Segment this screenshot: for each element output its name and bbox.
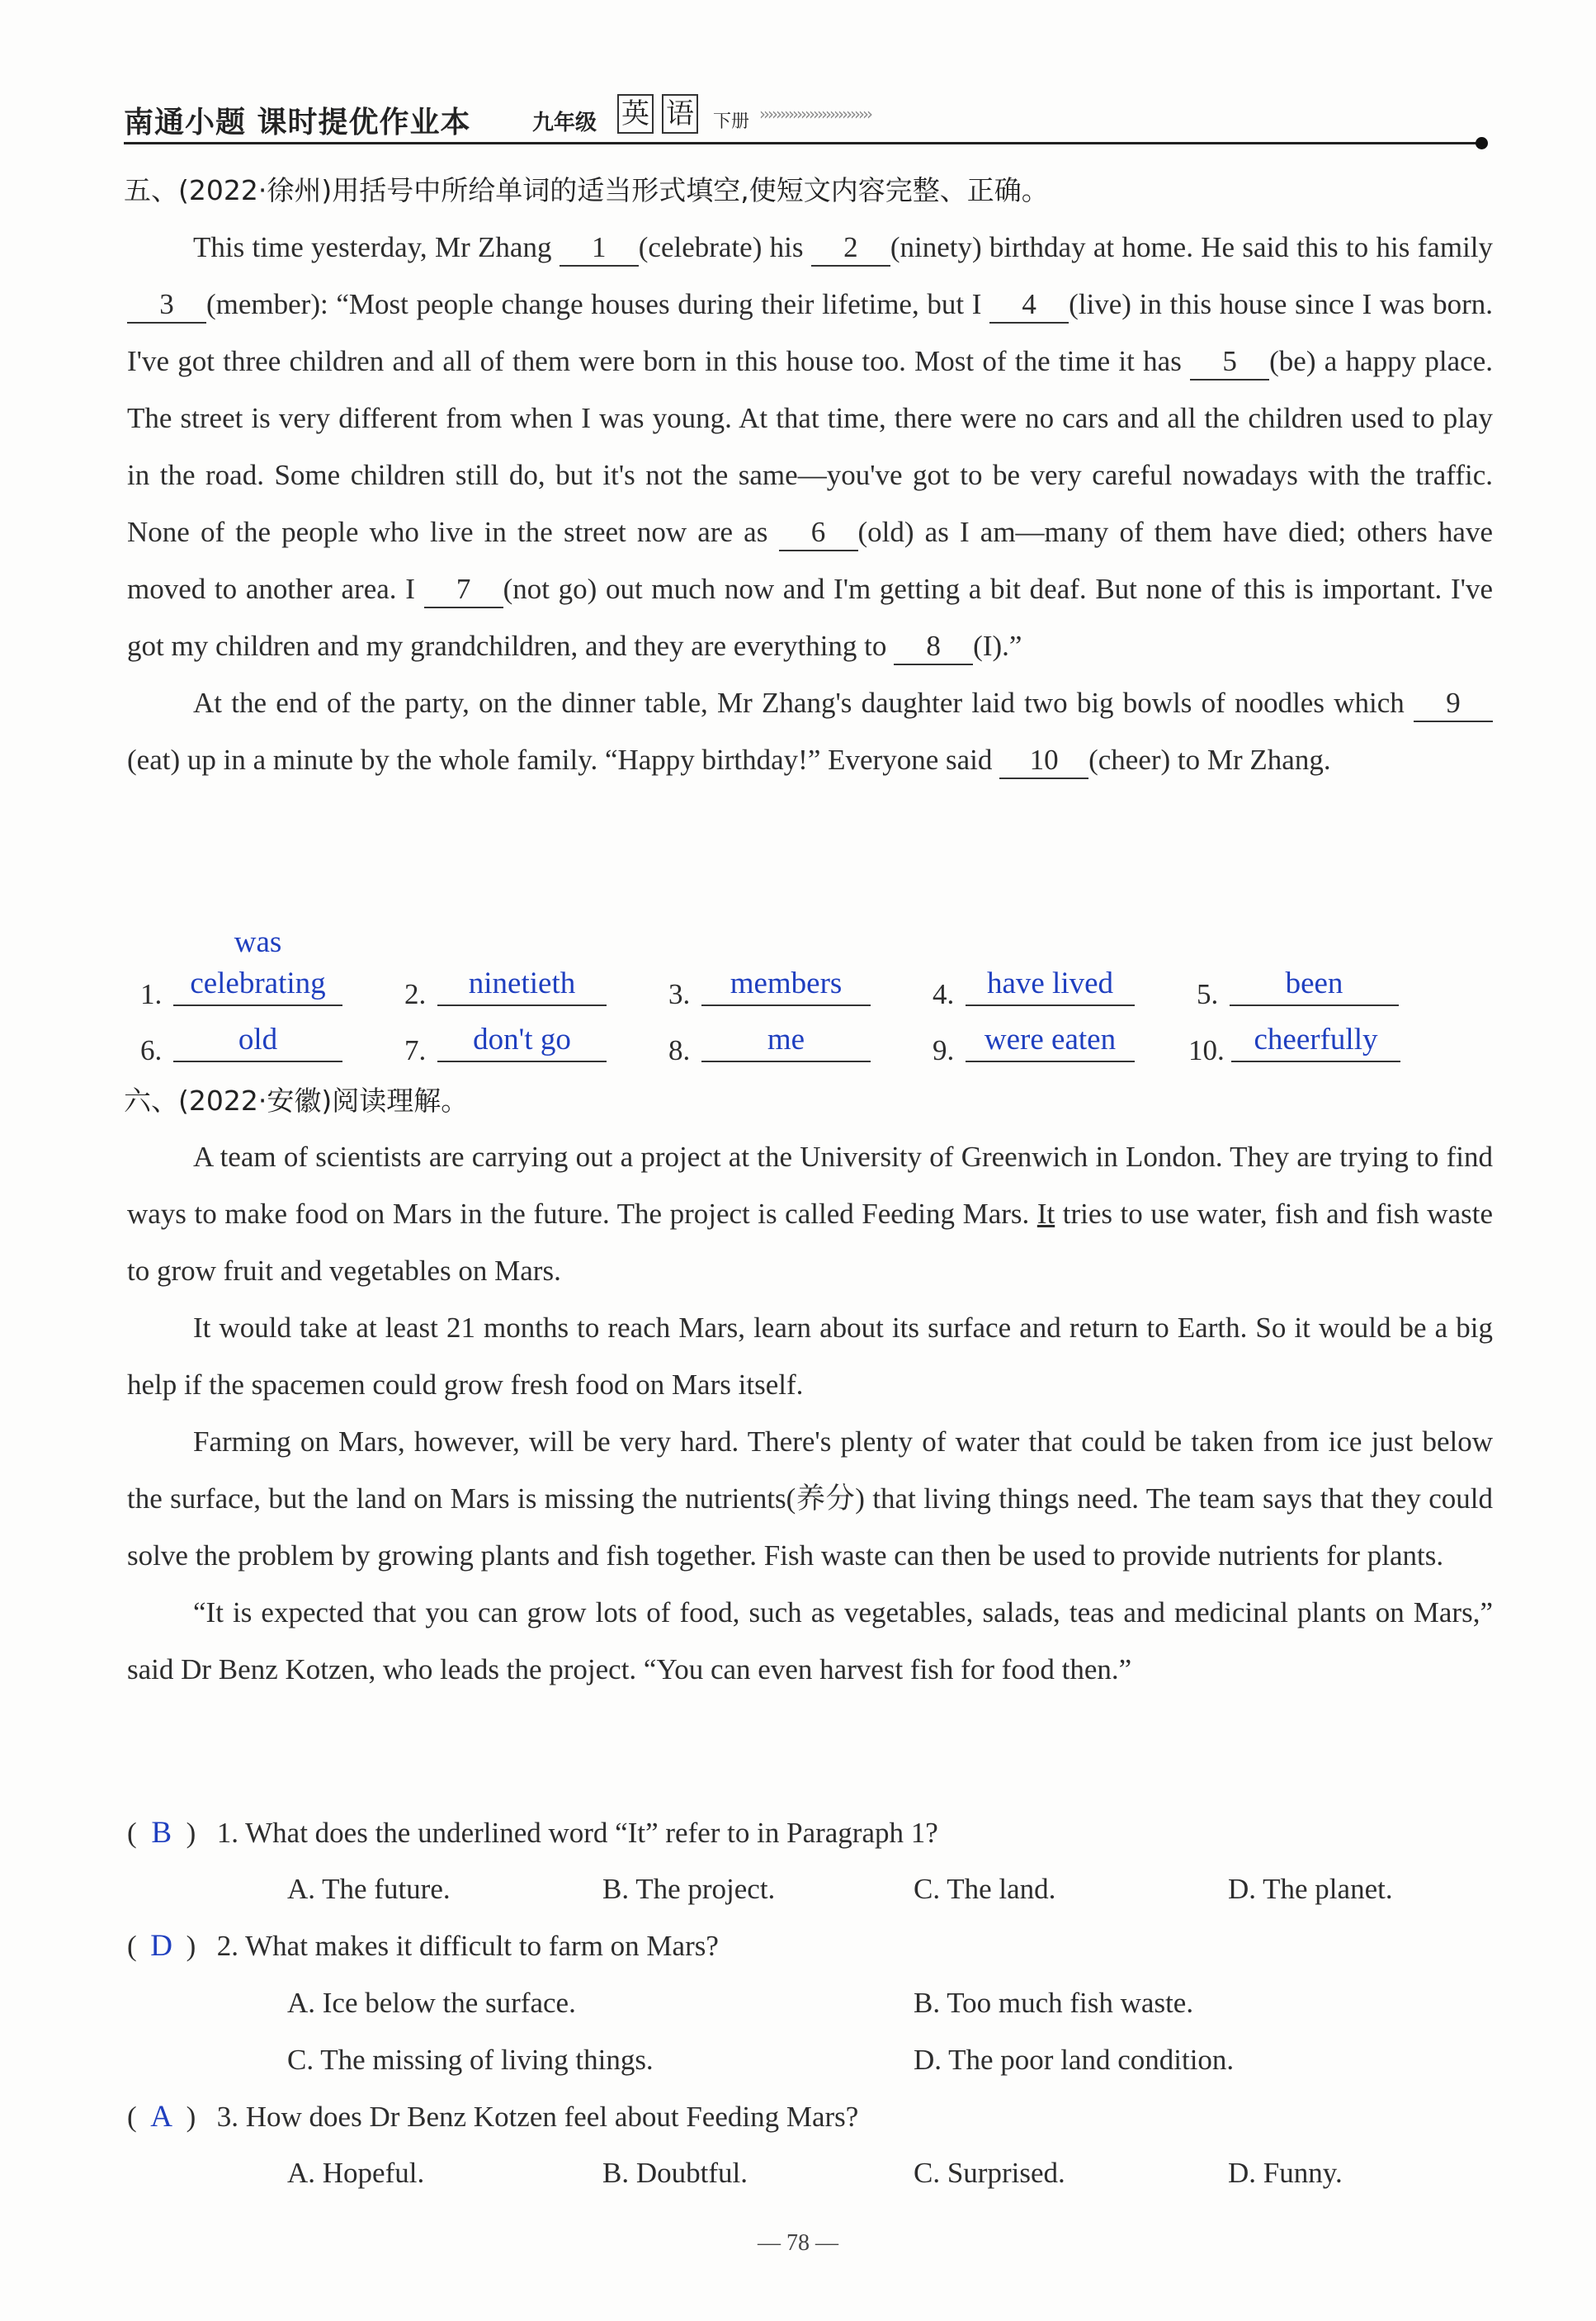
page-header: [124, 92, 1485, 144]
blank-2: 2: [811, 230, 890, 267]
q3-option-d: D. Funny.: [1228, 2157, 1343, 2189]
volume-label: 下册: [713, 111, 750, 132]
answer-text-5: been: [1230, 963, 1399, 1006]
q3-option-b: B. Doubtful.: [602, 2157, 748, 2189]
subject-char-2: 语: [662, 94, 698, 134]
passage-paragraph-2: At the end of the party, on the dinner table, Mr Zhang's daughter laid two big bowls of noodles which 9(eat) up in a minute by the whole family. “Happy birthday!” Everyone said 10 (cheer) to Mr Zhang.: [127, 674, 1493, 788]
answer-text-3: members: [701, 963, 871, 1006]
q1-option-a: A. The future.: [287, 1873, 451, 1905]
passage-paragraph-1: This time yesterday, Mr Zhang 1 (celebrate) his 2 (ninety) birthday at home. He said this to his family 3 (member): “Most people change houses during their lifetime, but I 4 (live) in this house since I was born. I've got three children and all of them were born in this house too. Most of the time it has 5 (be) a happy place. The street is very different from when I was young. At that time, there were no cars and all the children used to play in the road. Some children still do, but it's not the same—you've got to be very careful nowadays with the traffic. None of the people who live in the street now are as 6 (old) as I am—many of them have died; others have moved to another area. I 7 (not go) out much now and I'm getting a bit deaf. But none of this is important. I've got my children and my grandchildren, and they are everything to 8 (I).”: [127, 219, 1493, 674]
q1-option-d: D. The planet.: [1228, 1873, 1393, 1905]
header-decoration: ›››››››››››››››››››››››››››: [759, 104, 871, 124]
grade-label: 九年级: [532, 111, 597, 135]
q2-option-b: B. Too much fish waste.: [914, 1987, 1194, 2019]
question-3-answer: A: [150, 2100, 173, 2134]
answer-text-8: me: [701, 1019, 871, 1062]
blank-10: 10: [999, 743, 1088, 779]
section-5-title: 五、(2022·徐州)用括号中所给单词的适当形式填空,使短文内容完整、正确。: [124, 174, 1049, 206]
reading-paragraph-1: A team of scientists are carrying out a project at the University of Greenwich in London. They are trying to find ways to make food on Mars in the future. The project is called Feeding Mars. It tries to use water, fish and fish waste to grow fruit and vegetables on Mars.: [127, 1141, 1493, 1287]
book-title: 南通小题 课时提优作业本: [124, 106, 471, 139]
answer-item-10: 10. cheerfully: [1188, 1018, 1411, 1067]
answer-item-6: 6. old: [140, 1018, 355, 1067]
q3-option-c: C. Surprised.: [914, 2157, 1065, 2189]
header-dot: [1476, 137, 1488, 149]
blank-1: 1: [560, 230, 639, 267]
q1-option-c: C. The land.: [914, 1873, 1056, 1905]
q2-option-d: D. The poor land condition.: [914, 2044, 1235, 2076]
answer-text-6: old: [173, 1019, 342, 1062]
question-1-text: What does the underlined word “It” refer to in Paragraph 1?: [245, 1817, 938, 1849]
question-1: ( B ) 1. What does the underlined word “It” refer to in Paragraph 1?: [127, 1814, 938, 1852]
underlined-word-it: It: [1036, 1198, 1055, 1230]
q1-option-b: B. The project.: [602, 1873, 776, 1905]
answer-text-9: were eaten: [966, 1019, 1135, 1062]
answer-item-2: 2. ninetieth: [404, 962, 619, 1011]
question-2: ( D ) 2. What makes it difficult to farm on Mars?: [127, 1927, 719, 1965]
question-2-text: What makes it difficult to farm on Mars?: [245, 1930, 719, 1962]
question-1-answer: B: [151, 1816, 172, 1850]
q2-option-a: A. Ice below the surface.: [287, 1987, 576, 2019]
answer-text-10: cheerfully: [1231, 1019, 1400, 1062]
answer-item-7: 7. don't go: [404, 1018, 619, 1067]
blank-7: 7: [424, 572, 503, 608]
blank-4: 4: [989, 287, 1069, 324]
answer-item-5: 5. been: [1197, 962, 1411, 1011]
reading-paragraph-2: It would take at least 21 months to reach Mars, learn about its surface and return to Earth. So it would be a big help if the spacemen could grow fresh food on Mars itself.: [127, 1312, 1493, 1401]
blank-5: 5: [1190, 344, 1269, 381]
page-number: — 78 —: [758, 2230, 838, 2256]
answer-grid: [140, 925, 1428, 1069]
question-2-answer: D: [150, 1929, 173, 1963]
q3-option-a: A. Hopeful.: [287, 2157, 425, 2189]
section-5-passage: [127, 219, 1493, 788]
subject-char-1: 英: [617, 94, 654, 134]
section-6-passage: [127, 1128, 1493, 1698]
question-3: ( A ) 3. How does Dr Benz Kotzen feel about Feeding Mars?: [127, 2098, 858, 2136]
reading-paragraph-4: “It is expected that you can grow lots of food, such as vegetables, salads, teas and medicinal plants on Mars,” said Dr Benz Kotzen, who leads the project. “You can even harvest fish for food then.”: [127, 1596, 1493, 1685]
answer-text-1: was celebrating: [173, 922, 342, 1006]
blank-6: 6: [779, 515, 858, 551]
section-6-title: 六、(2022·安徽)阅读理解。: [124, 1085, 469, 1117]
answer-item-4: 4. have lived: [933, 962, 1147, 1011]
answer-item-1: 1. was celebrating: [140, 962, 355, 1011]
answer-text-2: ninetieth: [437, 963, 607, 1006]
blank-3: 3: [127, 287, 206, 324]
q2-option-c: C. The missing of living things.: [287, 2044, 654, 2076]
answer-item-9: 9. were eaten: [933, 1018, 1147, 1067]
answer-text-7: don't go: [437, 1019, 607, 1062]
answer-text-4: have lived: [966, 963, 1135, 1006]
answer-item-8: 8. me: [668, 1018, 883, 1067]
reading-paragraph-3: Farming on Mars, however, will be very hard. There's plenty of water that could be taken from ice just below the surface, but the land on Mars is missing the nutrients(养分) that living things need. The team says that they could solve the problem by growing plants and fish together. Fish waste can then be used to provide nutrients for plants.: [127, 1425, 1493, 1572]
answer-item-3: 3. members: [668, 962, 883, 1011]
question-3-text: How does Dr Benz Kotzen feel about Feeding Mars?: [245, 2101, 859, 2133]
blank-9: 9: [1414, 686, 1493, 722]
blank-8: 8: [894, 629, 973, 665]
header-rule: [124, 142, 1477, 144]
